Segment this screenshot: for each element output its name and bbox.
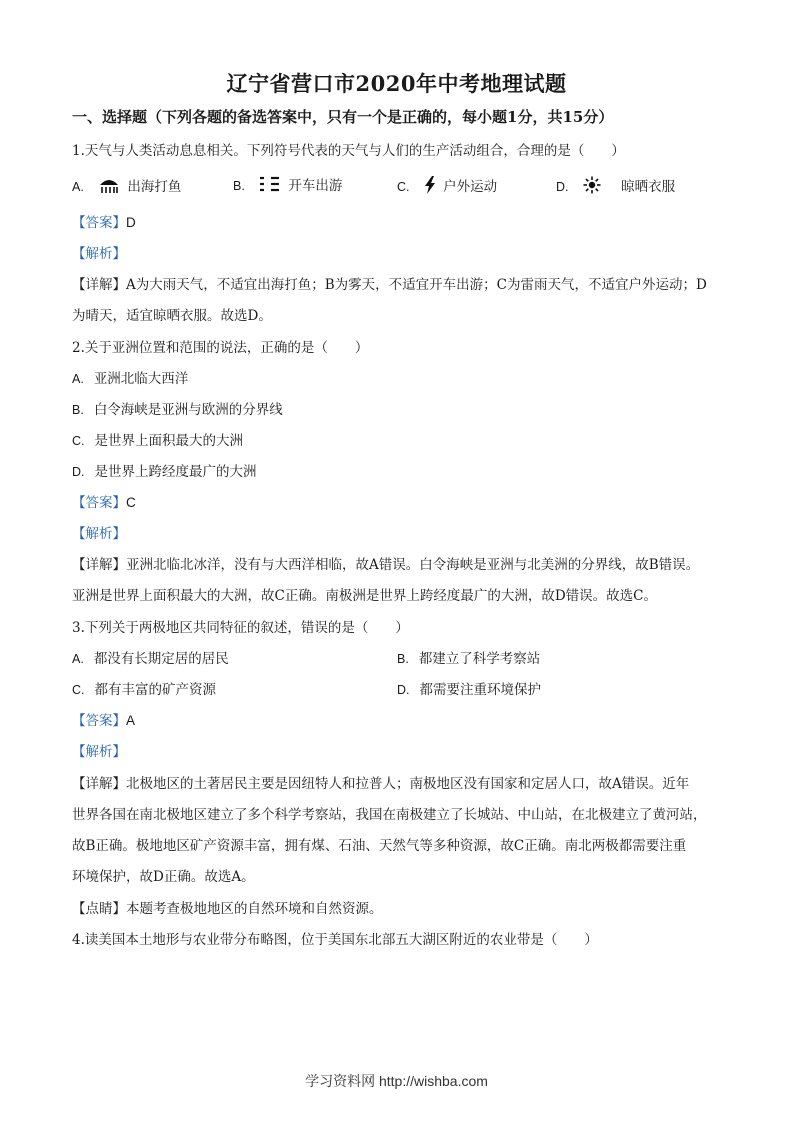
answer-value: C [126, 495, 136, 510]
q3-option-c [72, 681, 216, 699]
heavy-rain-icon [98, 176, 120, 199]
question-4-stem: 4.读美国本土地形与农业带分布略图，位于美国东北部五大湖区附近的农业带是（ ） [72, 932, 598, 948]
option-text: 都建立了科学考察站 [418, 651, 541, 667]
q2-option-b [72, 401, 283, 419]
option-letter: C. [72, 434, 85, 448]
answer-value: A [126, 713, 136, 728]
q3-detail-line-3: 故B正确。极地地区矿产资源丰富，拥有煤、石油、天然气等多种资源，故C正确。南北两极都需要注重 [72, 838, 687, 854]
q3-answer [72, 712, 135, 730]
answer-label: 【答案】 [72, 215, 126, 231]
option-text: 都没有长期定居的居民 [93, 651, 229, 667]
option-letter: D. [556, 180, 569, 194]
q1-option-a [72, 176, 181, 199]
option-letter: B. [397, 652, 409, 666]
option-letter: A. [72, 180, 84, 194]
option-text: 户外运动 [443, 179, 498, 195]
q2-option-d [72, 463, 257, 481]
option-text: 晾晒衣服 [621, 179, 676, 195]
option-letter: A. [72, 652, 84, 666]
q2-option-a [72, 370, 188, 388]
answer-value: D [126, 215, 136, 230]
option-text: 出海打鱼 [127, 179, 182, 195]
option-text: 是世界上面积最大的大洲 [94, 433, 243, 449]
sunny-icon [583, 176, 601, 199]
q3-note: 【点睛】本题考查极地地区的自然环境和自然资源。 [72, 901, 383, 917]
q1-option-b [233, 176, 342, 197]
option-letter: B. [72, 403, 84, 417]
q3-detail-line-2: 世界各国在南北极地区建立了多个科学考察站，我国在南极建立了长城站、中山站，在北极建立了黄河站， [72, 807, 707, 823]
q1-option-c [397, 176, 497, 199]
option-text: 开车出游 [288, 178, 343, 194]
thunder-icon [424, 176, 436, 199]
question-2-stem: 2.关于亚洲位置和范围的说法，正确的是（ ） [72, 340, 369, 356]
footer-watermark: 学习资料网 http://wishba.com [305, 1073, 488, 1089]
option-letter: C. [72, 683, 85, 697]
option-text: 白令海峡是亚洲与欧洲的分界线 [93, 402, 283, 418]
option-letter: B. [233, 179, 245, 193]
option-letter: C. [397, 180, 410, 194]
q2-answer [72, 494, 136, 512]
q3-detail-line-1: 【详解】北极地区的土著居民主要是因纽特人和拉普人；南极地区没有国家和定居人口，故A错误。近年 [72, 776, 690, 792]
q3-option-b [397, 650, 540, 668]
q1-detail-line-1: 【详解】A为大雨天气，不适宜出海打鱼；B为雾天，不适宜开车出游；C为雷雨天气，不适宜户外运动；D [72, 277, 707, 293]
q1-option-d [556, 176, 675, 199]
option-letter: A. [72, 372, 84, 386]
option-letter: D. [72, 465, 85, 479]
q2-detail-line-1: 【详解】亚洲北临北冰洋，没有与大西洋相临，故A错误。白令海峡是亚洲与北美洲的分界线，故B错误。 [72, 557, 700, 573]
q3-option-d [397, 681, 541, 699]
option-letter: D. [397, 683, 410, 697]
option-text: 都需要注重环境保护 [419, 682, 541, 698]
option-text: 都有丰富的矿产资源 [94, 682, 216, 698]
answer-label: 【答案】 [72, 495, 126, 511]
q2-option-c [72, 432, 243, 450]
question-3-stem: 3.下列关于两极地区共同特征的叙述，错误的是（ ） [72, 620, 409, 636]
q3-detail-line-4: 环境保护，故D正确。故选A。 [72, 869, 255, 885]
q2-detail-line-2: 亚洲是世界上面积最大的大洲，故C正确。南极洲是世界上跨经度最广的大洲，故D错误。故选C。 [72, 588, 657, 604]
answer-label: 【答案】 [72, 713, 126, 729]
option-text: 亚洲北临大西洋 [93, 371, 189, 387]
q2-analysis-label: 【解析】 [72, 526, 126, 542]
option-text: 是世界上跨经度最广的大洲 [94, 464, 257, 480]
fog-icon [259, 176, 281, 197]
page-title: 辽宁省营口市2020年中考地理试题 [226, 71, 567, 96]
q3-option-a [72, 650, 229, 668]
q3-analysis-label: 【解析】 [72, 744, 126, 760]
q1-analysis-label: 【解析】 [72, 246, 126, 262]
q1-detail-line-2: 为晴天，适宜晾晒衣服。故选D。 [72, 308, 272, 324]
q1-answer [72, 214, 136, 232]
section-heading: 一、选择题（下列各题的备选答案中，只有一个是正确的，每小题1分，共15分） [72, 108, 614, 126]
question-1-stem: 1.天气与人类活动息息相关。下列符号代表的天气与人们的生产活动组合，合理的是（ ） [72, 143, 625, 159]
